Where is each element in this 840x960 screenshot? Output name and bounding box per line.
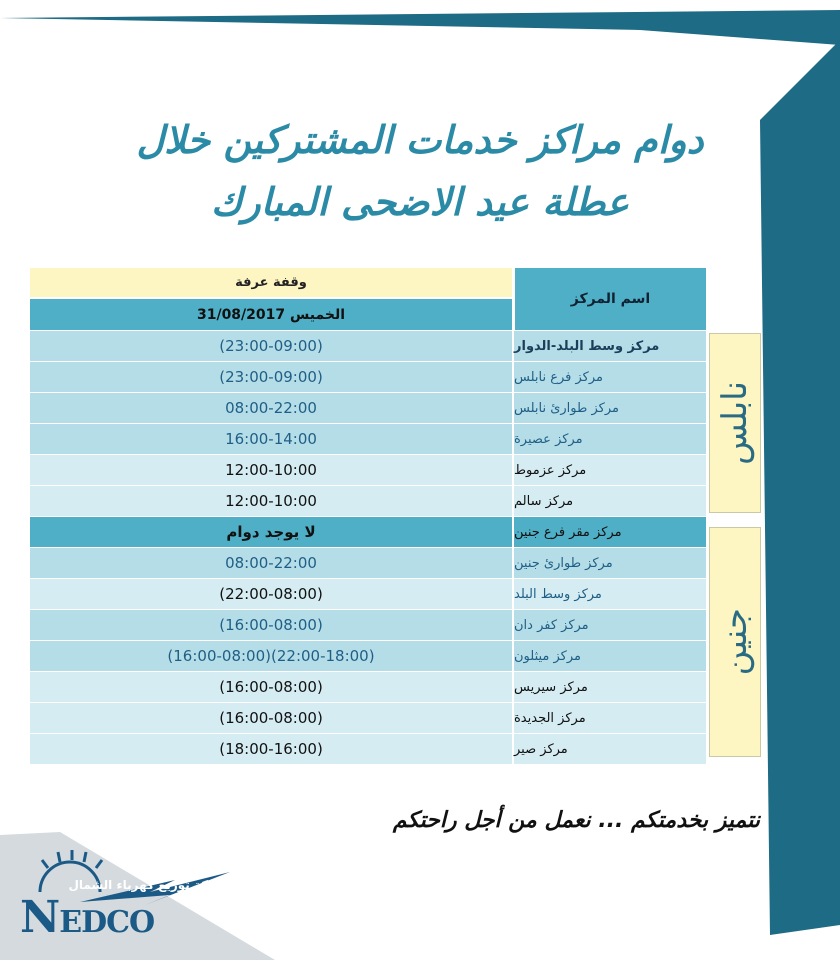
table-row-name: مركز سالم [514, 486, 706, 516]
table-row-name: مركز مقر فرع جنين [514, 517, 706, 547]
table-row-name: مركز ميثلون [514, 641, 706, 671]
table-row-name: مركز الجديدة [514, 703, 706, 733]
table-row-time: (23:00-09:00) [30, 331, 512, 361]
table-row-time: 12:00-10:00 [30, 486, 512, 516]
table-row-name: مركز طوارئ جنين [514, 548, 706, 578]
logo-brand [20, 892, 230, 943]
column-header-day: وقفة عرفة [30, 268, 512, 298]
page-title-line-1: دوام مراكز خدمات المشتركين خلال [136, 118, 704, 162]
table-row-time: (16:00-08:00) [30, 672, 512, 702]
page-title-line-2: عطلة عيد الاضحى المبارك [210, 180, 630, 224]
region-nablus-text: نابلس [715, 381, 755, 465]
table-row-name: مركز وسط البلد-الدوار [514, 331, 706, 361]
column-header-date: الخميس 31/08/2017 [30, 299, 512, 330]
table-row-time: (16:00-08:00) [30, 703, 512, 733]
right-banner-band [760, 40, 840, 935]
logo-brand-rest: EDCO [59, 905, 155, 940]
table-row-time: 08:00-22:00 [30, 548, 512, 578]
table-row-time: 12:00-10:00 [30, 455, 512, 485]
slogan: نتميز بخدمتكم ... نعمل من أجل راحتكم [392, 808, 760, 833]
column-header-center-name: اسم المركز [514, 268, 706, 330]
region-label-nablus [709, 333, 761, 513]
table-row-name: مركز سيريس [514, 672, 706, 702]
region-jenin-text: جنين [715, 608, 755, 676]
logo-company-name: شركة توزيع كهرباء الشمال [68, 878, 228, 892]
table-row-time: 16:00-14:00 [30, 424, 512, 454]
table-row-time: (22:00-08:00) [30, 579, 512, 609]
table-row-time: (22:00-18:00)(16:00-08:00) [30, 641, 512, 671]
table-row-time: (23:00-09:00) [30, 362, 512, 392]
table-row-name: مركز فرع نابلس [514, 362, 706, 392]
table-row-name: مركز كفر دان [514, 610, 706, 640]
table-row-name: مركز عصيرة [514, 424, 706, 454]
table-row-name: مركز صير [514, 734, 706, 764]
table-row-name: مركز وسط البلد [514, 579, 706, 609]
top-banner-band [0, 10, 840, 45]
table-row-name: مركز عزموط [514, 455, 706, 485]
table-row-name: مركز طوارئ نابلس [514, 393, 706, 423]
logo-brand-initial: N [20, 892, 60, 943]
table-row-time: 08:00-22:00 [30, 393, 512, 423]
table-row-time: لا يوجد دوام [30, 517, 512, 547]
table-row-time: (16:00-08:00) [30, 610, 512, 640]
table-row-time: (18:00-16:00) [30, 734, 512, 764]
region-label-jenin [709, 527, 761, 757]
